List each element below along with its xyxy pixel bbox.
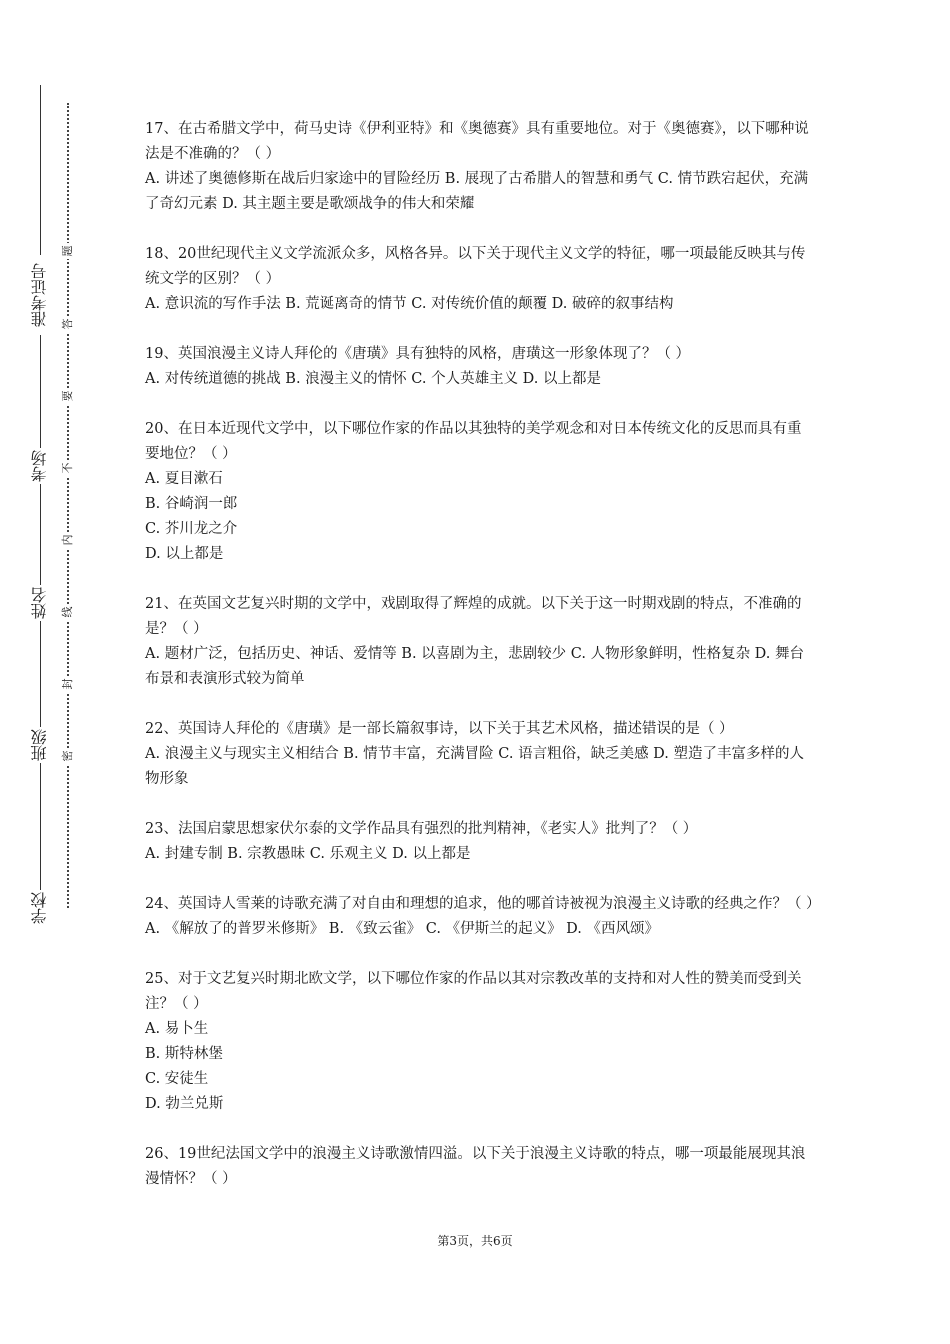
- question-20: [145, 417, 815, 567]
- option-c: C. 安徒生: [145, 1071, 209, 1087]
- question-options: A. 题材广泛，包括历史、神话、爱情等 B. 以喜剧为主，悲剧较少 C. 人物形象鲜明，性格复杂 D. 舞台布景和表演形式较为简单: [145, 646, 805, 687]
- question-stem: 25、对于文艺复兴时期北欧文学，以下哪位作家的作品以其对宗教改革的支持和对人性的赞美而受到关注？（ ）: [145, 971, 802, 1012]
- question-stem: 18、20世纪现代主义文学流派众多，风格各异。以下关于现代主义文学的特征，哪一项最能反映其与传统文学的区别？（ ）: [145, 246, 806, 287]
- option-d: D. 以上都是: [145, 546, 224, 562]
- question-stem: 26、19世纪法国文学中的浪漫主义诗歌激情四溢。以下关于浪漫主义诗歌的特点，哪一项最能展现其浪漫情怀？（ ）: [145, 1146, 806, 1187]
- question-23: [145, 817, 815, 867]
- label-exam-room: 考场: [22, 448, 58, 484]
- question-list: [145, 117, 821, 1217]
- question-options: A. 对传统道德的挑战 B. 浪漫主义的情怀 C. 个人英雄主义 D. 以上都是: [145, 371, 602, 387]
- seal-char: 封: [62, 676, 74, 692]
- question-options: A. 浪漫主义与现实主义相结合 B. 情节丰富，充满冒险 C. 语言粗俗，缺乏美感 D. 塑造了丰富多样的人物形象: [145, 746, 805, 787]
- seal-char: 密: [62, 748, 74, 764]
- question-stem: 20、在日本近现代文学中，以下哪位作家的作品以其独特的美学观念和对日本传统文化的反思而具有重要地位？（ ）: [145, 421, 802, 462]
- seal-dotted-line: [67, 103, 69, 908]
- label-admission-number: 准考证号: [22, 255, 58, 335]
- question-17: [145, 117, 815, 217]
- seal-char: 答: [62, 316, 74, 332]
- question-21: [145, 592, 815, 692]
- seal-char: 内: [62, 532, 74, 548]
- option-b: B. 斯特林堡: [145, 1046, 223, 1062]
- binding-solid-line: [40, 85, 41, 925]
- question-24: [145, 892, 821, 942]
- option-c: C. 芥川龙之介: [145, 521, 238, 537]
- question-26: [145, 1142, 815, 1192]
- question-options: A. 封建专制 B. 宗教愚昧 C. 乐观主义 D. 以上都是: [145, 846, 471, 862]
- label-school: 学校: [22, 890, 58, 926]
- question-options: A. 意识流的写作手法 B. 荒诞离奇的情节 C. 对传统价值的颠覆 D. 破碎的叙事结构: [145, 296, 674, 312]
- option-a: A. 易卜生: [145, 1021, 209, 1037]
- question-stem: 22、英国诗人拜伦的《唐璜》是一部长篇叙事诗，以下关于其艺术风格，描述错误的是（ ）: [145, 721, 734, 737]
- question-stem: 19、英国浪漫主义诗人拜伦的《唐璜》具有独特的风格，唐璜这一形象体现了？（ ）: [145, 346, 691, 362]
- seal-char: 线: [62, 604, 74, 620]
- question-stem: 23、法国启蒙思想家伏尔泰的文学作品具有强烈的批判精神，《老实人》批判了？（ ）: [145, 821, 698, 837]
- question-stem: 24、英国诗人雪莱的诗歌充满了对自由和理想的追求，他的哪首诗被视为浪漫主义诗歌的经典之作？（ ）: [145, 896, 821, 912]
- question-18: [145, 242, 815, 317]
- seal-char: 题: [62, 243, 74, 259]
- option-b: B. 谷崎润一郎: [145, 496, 238, 512]
- seal-char: 要: [62, 388, 74, 404]
- option-a: A. 夏目漱石: [145, 471, 223, 487]
- question-22: [145, 717, 815, 792]
- question-options: A. 《解放了的普罗米修斯》 B. 《致云雀》 C. 《伊斯兰的起义》 D. 《西风颂》: [145, 921, 660, 937]
- page-footer: 第3页，共6页: [437, 1234, 513, 1248]
- question-stem: 21、在英国文艺复兴时期的文学中，戏剧取得了辉煌的成就。以下关于这一时期戏剧的特点，不准确的是？（ ）: [145, 596, 802, 637]
- seal-char: 不: [62, 460, 74, 476]
- question-25: [145, 967, 815, 1117]
- question-stem: 17、在古希腊文学中，荷马史诗《伊利亚特》和《奥德赛》具有重要地位。对于《奥德赛》，以下哪种说法是不准确的？（ ）: [145, 121, 809, 162]
- binding-margin: [0, 0, 110, 1344]
- option-d: D. 勃兰兑斯: [145, 1096, 224, 1112]
- question-options: A. 讲述了奥德修斯在战后归家途中的冒险经历 B. 展现了古希腊人的智慧和勇气 C. 情节跌宕起伏，充满了奇幻元素 D. 其主题主要是歌颂战争的伟大和荣耀: [145, 171, 809, 212]
- label-class: 班级: [22, 727, 58, 763]
- question-19: [145, 342, 815, 392]
- label-name: 姓名: [22, 585, 58, 621]
